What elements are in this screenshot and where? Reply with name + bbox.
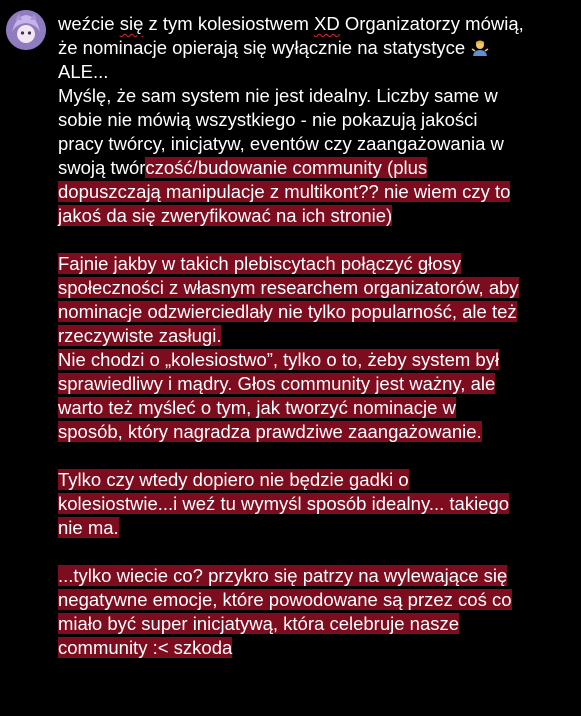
person-shrugging-emoji-icon	[471, 39, 489, 57]
paragraph-gap	[58, 540, 574, 564]
message-line	[58, 300, 574, 324]
message-line: Myślę, że sam system nie jest idealny. Liczby same w	[58, 85, 498, 106]
paragraph-gap	[58, 228, 574, 252]
selected-text[interactable]: warto też myśleć o tym, jak tworzyć nominacje w	[58, 397, 456, 418]
selected-text[interactable]: Tylko czy wtedy dopiero nie będzie gadki o	[58, 469, 409, 490]
message-line	[58, 252, 574, 276]
message-line	[58, 372, 574, 396]
message-line	[58, 396, 574, 420]
message-line	[58, 324, 574, 348]
message-line: swoją twórczość/budowanie community (plus	[58, 157, 428, 178]
selected-text[interactable]: sposób, który nagradza prawdziwe zaangażowanie.	[58, 421, 482, 442]
message-line	[58, 180, 574, 204]
message-line	[58, 276, 574, 300]
message-line: ALE...	[58, 61, 109, 82]
message-line	[58, 420, 574, 444]
selected-text[interactable]: rzeczywiste zasługi.	[58, 325, 222, 346]
spellcheck-word[interactable]: XD	[314, 13, 340, 34]
message-line	[58, 492, 574, 516]
selected-text[interactable]: miało być super inicjatywą, która celebruje nasze	[58, 613, 460, 634]
message-line	[58, 468, 574, 492]
selected-text[interactable]: Fajnie jakby w takich plebiscytach połączyć głosy	[58, 253, 462, 274]
message-line: że nominacje opierają się wyłącznie na statystyce	[58, 36, 574, 60]
message-line: sobie nie mówią wszystkiego - nie pokazują jakości	[58, 109, 478, 130]
selected-text[interactable]: sprawiedliwy i mądry. Głos community jest ważny, ale	[58, 373, 496, 394]
message-line: pracy twórcy, inicjatyw, eventów czy zaangażowania w	[58, 133, 504, 154]
selected-text[interactable]: kolesiostwie...i weź tu wymyśl sposób idealny... takiego	[58, 493, 510, 514]
paragraph-gap	[58, 444, 574, 468]
message-line	[58, 588, 574, 612]
selected-text[interactable]: community :< szkoda	[58, 637, 233, 658]
selected-text[interactable]: jakoś da się zweryfikować na ich stronie)	[58, 205, 393, 226]
message-line: weźcie się z tym kolesiostwem XD Organizatorzy mówią,	[58, 13, 524, 34]
selected-text[interactable]: Nie chodzi o „kolesiostwo”, tylko o to, żeby system był	[58, 349, 500, 370]
avatar[interactable]	[6, 10, 46, 50]
selected-text[interactable]: dopuszczają manipulacje z multikont?? nie wiem czy to	[58, 181, 511, 202]
message-line	[58, 204, 574, 228]
message-line	[58, 564, 574, 588]
spellcheck-word[interactable]: się	[119, 13, 144, 34]
selected-text[interactable]: nie ma.	[58, 517, 119, 538]
selected-text[interactable]: nominacje odzwierciedlały nie tylko popularność, ale też	[58, 301, 517, 322]
message-line	[58, 348, 574, 372]
chat-message	[58, 12, 574, 660]
selected-text[interactable]: negatywne emocje, które powodowane są przez coś co	[58, 589, 512, 610]
selected-text[interactable]: czość/budowanie community (plus	[145, 157, 428, 178]
message-line	[58, 612, 574, 636]
message-line	[58, 636, 574, 660]
message-line	[58, 516, 574, 540]
selected-text[interactable]: ...tylko wiecie co? przykro się patrzy na wylewające się	[58, 565, 508, 586]
selected-text[interactable]: społeczności z własnym researchem organizatorów, aby	[58, 277, 519, 298]
